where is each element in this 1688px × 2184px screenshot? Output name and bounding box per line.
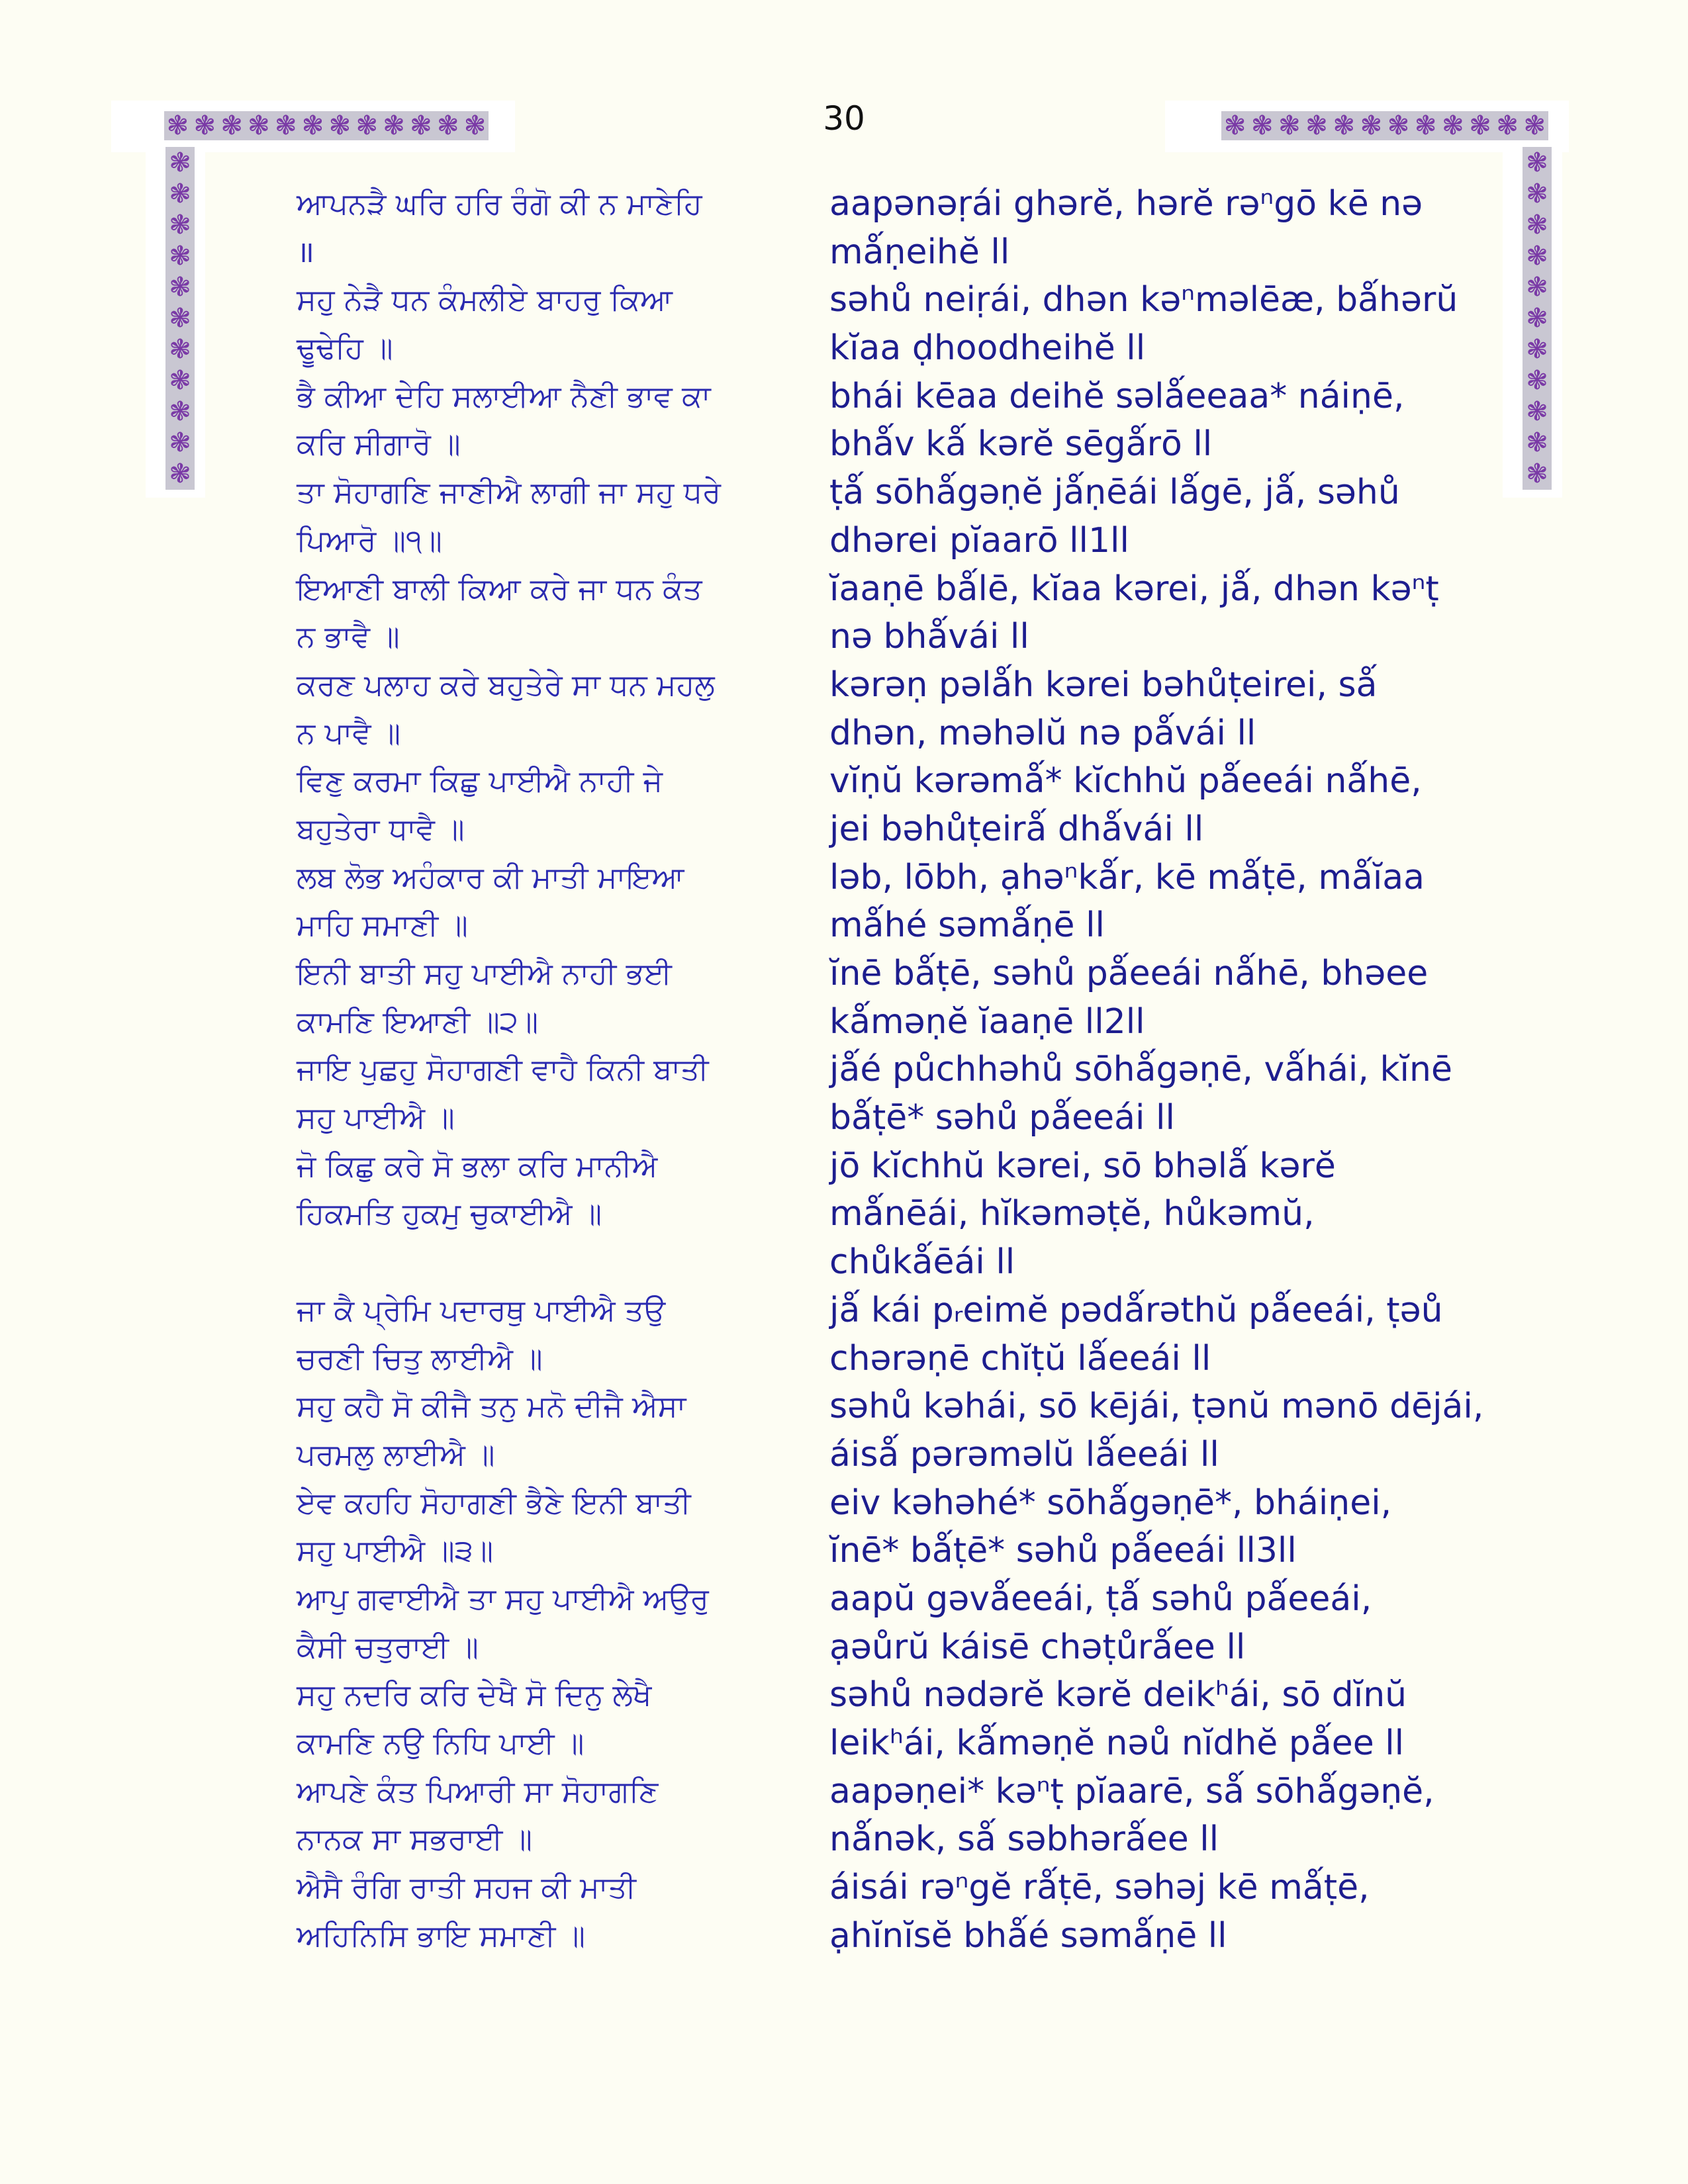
gurmukhi-line: ਜਾਇ ਪੁਛਹੁ ਸੋਹਾਗਣੀ ਵਾਹੈ ਕਿਨੀ ਬਾਤੀ <box>297 1052 709 1087</box>
flower-ornament-icon: ❃ <box>220 111 243 141</box>
flower-ornament-icon: ❃ <box>248 111 270 141</box>
gurmukhi-line: ਨ ਪਾਵੈ ॥ <box>297 715 401 751</box>
gurmukhi-line: ਵਿਣੁ ਕਰਮਾ ਕਿਛੁ ਪਾਈਐ ਨਾਹੀ ਜੇ <box>297 763 663 799</box>
gurmukhi-line: ਆਪੁ ਗਵਾਈਐ ਤਾ ਸਹੁ ਪਾਈਐ ਅਉਰੁ <box>297 1580 709 1616</box>
transliteration-line: chərəṇē chĭṭŭ lǻeeái ll <box>829 1338 1211 1379</box>
transliteration-line: dhərei pĭaarō ll1ll <box>829 520 1129 561</box>
transliteration-line: bǻṭē* səhů pǻeeái ll <box>829 1098 1175 1138</box>
flower-ornament-icon: ❃ <box>1469 111 1491 141</box>
flower-ornament-icon: ❃ <box>1223 111 1246 141</box>
gurmukhi-line: ਕੈਸੀ ਚਤੁਰਾਈ ॥ <box>297 1629 479 1664</box>
flower-ornament-icon: ❃ <box>410 111 432 141</box>
transliteration-line: jei bəhůṭeirǻ dhǻvái ll <box>829 809 1204 849</box>
transliteration-line: kĭaa ḍhoodheihĕ ll <box>829 328 1146 369</box>
gurmukhi-line: ਜਾ ਕੈ ਪ੍ਰੇਮਿ ਪਦਾਰਥੁ ਪਾਈਐ ਤਉ <box>297 1292 666 1328</box>
gurmukhi-line: ਕਰਣ ਪਲਾਹ ਕਰੇ ਬਹੁਤੇਰੇ ਸਾ ਧਨ ਮਹਲੁ <box>297 666 715 702</box>
gurmukhi-line: ਸਹੁ ਪਾਈਐ ॥ <box>297 1100 455 1136</box>
gurmukhi-line: ਏਵ ਕਹਹਿ ਸੋਹਾਗਣੀ ਭੈਣੇ ਇਨੀ ਬਾਤੀ <box>297 1484 691 1520</box>
gurmukhi-line: ਬਹੁਤੇਰਾ ਧਾਵੈ ॥ <box>297 811 465 846</box>
gurmukhi-line: ਇਆਣੀ ਬਾਲੀ ਕਿਆ ਕਰੇ ਜਾ ਧਨ ਕੰਤ <box>297 570 702 606</box>
transliteration-line: eiv kəhəhé* sōhǻgəṇē*, bháiṇei, <box>829 1482 1392 1523</box>
transliteration-line: ṭǻ sōhǻgəṇĕ jǻṇēái lǻgē, jǻ, səhů <box>829 473 1400 513</box>
flower-ornament-icon: ❃ <box>383 111 405 141</box>
transliteration-line: bhǻv kǻ kərĕ sēgǻrō ll <box>829 424 1213 465</box>
flower-ornament-icon: ❃ <box>463 111 487 141</box>
flower-ornament-icon: ❃ <box>169 459 191 490</box>
transliteration-line: jǻ kái pᵣeimĕ pədǻrəthŭ pǻeeái, ṭəů <box>829 1290 1443 1330</box>
flower-ornament-icon: ❃ <box>169 178 191 209</box>
gurmukhi-line: ਕਰਿ ਸੀਗਾਰੋ ॥ <box>297 426 461 462</box>
transliteration-line: səhů kəhái, sō kējái, ṭənŭ mənō dējái, <box>829 1387 1484 1427</box>
gurmukhi-text-column <box>297 180 720 1960</box>
gurmukhi-line: ਮਾਹਿ ਸਮਾਣੀ ॥ <box>297 907 468 943</box>
ornament-band-left <box>165 147 195 490</box>
flower-ornament-icon: ❃ <box>1526 147 1548 178</box>
transliteration-line: dhən, məhəlŭ nə pǻvái ll <box>829 713 1256 753</box>
transliteration-line: áisái rəⁿgĕ rǻṭē, səhəj kē mǻṭē, <box>829 1868 1370 1908</box>
transliteration-line: səhů nədərĕ kərĕ deikʰái, sō dĭnŭ <box>829 1675 1407 1715</box>
transliteration-line: kərəṇ pəlǻh kərei bəhůṭeirei, sǻ <box>829 664 1378 705</box>
flower-ornament-icon: ❃ <box>1278 111 1301 141</box>
flower-ornament-icon: ❃ <box>355 111 378 141</box>
flower-ornament-icon: ❃ <box>1333 111 1355 141</box>
flower-ornament-icon: ❃ <box>328 111 352 141</box>
flower-ornament-icon: ❃ <box>169 302 191 334</box>
gurmukhi-line: ਜੋ ਕਿਛੁ ਕਰੇ ਸੋ ਭਲਾ ਕਰਿ ਮਾਨੀਐ <box>297 1148 658 1183</box>
flower-ornament-icon: ❃ <box>1526 396 1548 428</box>
transliteration-line: jō kĭchhŭ kərei, sō bhəlǻ kərĕ <box>829 1146 1336 1186</box>
transliteration-line: chůkǻēái ll <box>829 1242 1015 1283</box>
gurmukhi-line: ਅਹਿਨਿਸਿ ਭਾਇ ਸਮਾਣੀ ॥ <box>297 1917 585 1953</box>
gurmukhi-line: ਆਪਨੜੈ ਘਰਿ ਹਰਿ ਰੰਗੋ ਕੀ ਨ ਮਾਣੇਹਿ <box>297 186 702 221</box>
flower-ornament-icon: ❃ <box>169 396 191 428</box>
gurmukhi-line: ਆਪਣੇ ਕੰਤ ਪਿਆਰੀ ਸਾ ਸੋਹਾਗਣਿ <box>297 1773 659 1809</box>
flower-ornament-icon: ❃ <box>169 428 191 459</box>
transliteration-line: vĭṇŭ kərəmǻ* kĭchhŭ pǻeeái nǻhē, <box>829 761 1422 801</box>
gurmukhi-line: ਢੂਢੇਹਿ ॥ <box>297 330 393 366</box>
transliteration-line: mǻṇeihĕ ll <box>829 232 1010 272</box>
flower-ornament-icon: ❃ <box>1496 111 1519 141</box>
transliteration-line: áisǻ pərəməlŭ lǻeeái ll <box>829 1434 1219 1475</box>
gurmukhi-line: ਸਹੁ ਕਹੈ ਸੋ ਕੀਜੈ ਤਨੁ ਮਨੋ ਦੀਜੈ ਐਸਾ <box>297 1388 686 1424</box>
flower-ornament-icon: ❃ <box>1526 302 1548 334</box>
transliteration-line: bhái kēaa deihĕ səlǻeeaa* náiṇē, <box>829 376 1405 416</box>
gurmukhi-line: ਐਸੈ ਰੰਗਿ ਰਾਤੀ ਸਹਜ ਕੀ ਮਾਤੀ <box>297 1870 636 1905</box>
ornament-band-right <box>1523 147 1552 490</box>
flower-ornament-icon: ❃ <box>169 147 191 178</box>
transliteration-line: aapənəṛái ghərĕ, hərĕ rəⁿgō kē nə <box>829 184 1423 224</box>
gurmukhi-line: ਤਾ ਸੋਹਾਗਣਿ ਜਾਣੀਐ ਲਾਗੀ ਜਾ ਸਹੁ ਧਰੇ <box>297 475 721 510</box>
flower-ornament-icon: ❃ <box>1526 178 1548 209</box>
flower-ornament-icon: ❃ <box>436 111 459 141</box>
flower-ornament-icon: ❃ <box>1387 111 1410 141</box>
gurmukhi-line: ਪਿਆਰੋ ॥੧॥ <box>297 522 442 558</box>
transliteration-line: nǻnək, sǻ səbhərǻee ll <box>829 1819 1219 1860</box>
transliteration-line: ĭnē bǻṭē, səhů pǻeeái nǻhē, bhəee <box>829 954 1429 993</box>
gurmukhi-line: ਚਰਣੀ ਚਿਤੁ ਲਾਈਐ ॥ <box>297 1340 543 1376</box>
flower-ornament-icon: ❃ <box>169 271 191 302</box>
flower-ornament-icon: ❃ <box>169 365 191 396</box>
transliteration-line: jǻé půchhəhů sōhǻgəṇē, vǻhái, kĭnē <box>829 1050 1452 1090</box>
transliteration-line: mǻhé səmǻṇē ll <box>829 905 1105 946</box>
flower-ornament-icon: ❃ <box>169 240 191 271</box>
gurmukhi-line: ਇਨੀ ਬਾਤੀ ਸਹੁ ਪਾਈਐ ਨਾਹੀ ਭਈ <box>297 956 672 991</box>
transliteration-line: ləb, lōbh, ạhəⁿkǻr, kē mǻṭē, mǻĭaa <box>829 857 1425 897</box>
flower-ornament-icon: ❃ <box>1442 111 1464 141</box>
transliteration-line: ạhĭnĭsĕ bhǻé səmǻṇē ll <box>829 1915 1227 1956</box>
flower-ornament-icon: ❃ <box>1526 334 1548 365</box>
page-number: 30 <box>823 99 865 138</box>
gurmukhi-line: ॥ <box>297 234 314 269</box>
flower-ornament-icon: ❃ <box>1526 240 1548 271</box>
gurmukhi-line: ਭੈ ਕੀਆ ਦੇਹਿ ਸਲਾਈਆ ਨੈਣੀ ਭਾਵ ਕਾ <box>297 378 711 414</box>
flower-ornament-icon: ❃ <box>169 334 191 365</box>
gurmukhi-line <box>297 1238 720 1287</box>
transliteration-line: leikʰái, kǻməṇĕ nəů nĭdhĕ pǻee ll <box>829 1723 1405 1763</box>
flower-ornament-icon: ❃ <box>301 111 324 141</box>
flower-ornament-icon: ❃ <box>1526 428 1548 459</box>
flower-ornament-icon: ❃ <box>1414 111 1437 141</box>
flower-ornament-icon: ❃ <box>1250 111 1274 141</box>
gurmukhi-line: ਨ ਭਾਵੈ ॥ <box>297 619 400 655</box>
flower-ornament-icon: ❃ <box>1526 271 1548 302</box>
gurmukhi-line: ਪਰਮਲੁ ਲਾਈਐ ॥ <box>297 1436 495 1472</box>
transliteration-line: aapŭ gəvǻeeái, ṭǻ səhů pǻeeái, <box>829 1578 1372 1619</box>
transliteration-text-column <box>829 180 1484 1960</box>
flower-ornament-icon: ❃ <box>1523 111 1546 141</box>
gurmukhi-line: ਕਾਮਣਿ ਨਉ ਨਿਧਿ ਪਾਈ ॥ <box>297 1725 585 1760</box>
flower-ornament-icon: ❃ <box>1526 459 1548 490</box>
gurmukhi-line: ਕਾਮਣਿ ਇਆਣੀ ॥੨॥ <box>297 1003 539 1039</box>
flower-ornament-icon: ❃ <box>169 209 191 240</box>
gurmukhi-line: ਹਿਕਮਤਿ ਹੁਕਮੁ ਚੁਕਾਈਐ ॥ <box>297 1196 602 1232</box>
flower-ornament-icon: ❃ <box>1305 111 1328 141</box>
gurmukhi-line: ਸਹੁ ਪਾਈਐ ॥੩॥ <box>297 1533 494 1569</box>
gurmukhi-line: ਲਬ ਲੋਭ ਅਹੰਕਾਰ ਕੀ ਮਾਤੀ ਮਾਇਆ <box>297 859 684 895</box>
flower-ornament-icon: ❃ <box>274 111 297 141</box>
transliteration-line: mǻnēái, hĭkəməṭĕ, hůkəmŭ, <box>829 1194 1315 1234</box>
ornament-band-top-left <box>164 111 489 140</box>
flower-ornament-icon: ❃ <box>193 111 216 141</box>
flower-ornament-icon: ❃ <box>166 111 189 141</box>
gurmukhi-line: ਨਾਨਕ ਸਾ ਸਭਰਾਈ ॥ <box>297 1821 532 1857</box>
flower-ornament-icon: ❃ <box>1526 365 1548 396</box>
transliteration-line: səhů neiṛái, dhən kəⁿməlēæ, bǻhərŭ <box>829 280 1458 320</box>
transliteration-line: ĭnē* bǻṭē* səhů pǻeeái ll3ll <box>829 1531 1297 1571</box>
flower-ornament-icon: ❃ <box>1360 111 1383 141</box>
gurmukhi-line: ਸਹੁ ਨਦਰਿ ਕਰਿ ਦੇਖੈ ਸੋ ਦਿਨੁ ਲੇਖੈ <box>297 1677 652 1713</box>
transliteration-line: ạəůrŭ káisē chəṭůrǻee ll <box>829 1627 1246 1667</box>
transliteration-line: aapəṇei* kəⁿṭ pĭaarē, sǻ sōhǻgəṇĕ, <box>829 1771 1434 1811</box>
flower-ornament-icon: ❃ <box>1526 209 1548 240</box>
ornament-band-top-right <box>1221 111 1548 140</box>
gurmukhi-line: ਸਹੁ ਨੇੜੈ ਧਨ ਕੰਮਲੀਏ ਬਾਹਰੁ ਕਿਆ <box>297 282 673 318</box>
transliteration-line: kǻməṇĕ ĭaaṇē ll2ll <box>829 1001 1145 1042</box>
transliteration-line: nə bhǻvái ll <box>829 617 1029 657</box>
transliteration-line: ĭaaṇē bǻlē, kĭaa kərei, jǻ, dhən kəⁿṭ <box>829 569 1439 609</box>
